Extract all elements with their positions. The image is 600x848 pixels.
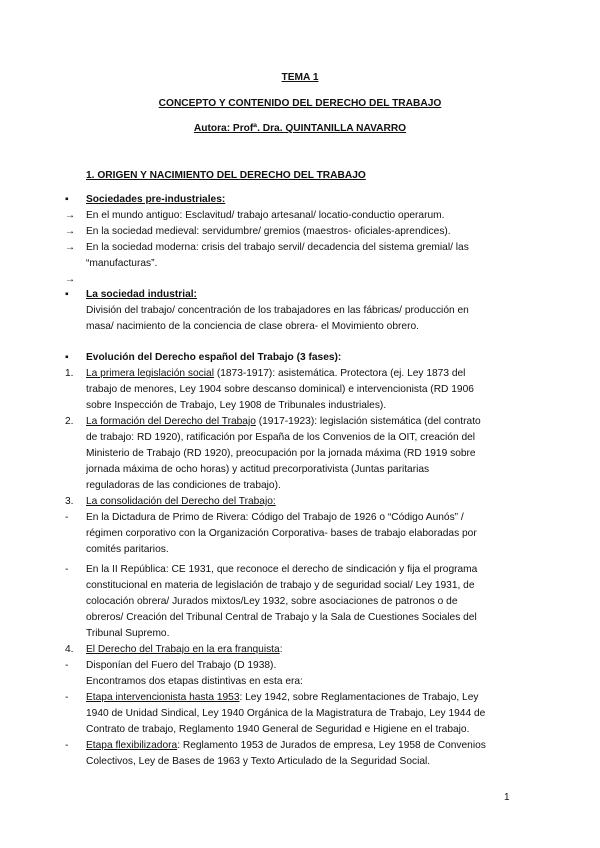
phase-text: : <box>279 644 283 655</box>
phase-title: El Derecho del Trabajo en la era franquista <box>86 644 280 655</box>
paragraph-line: 1940 de Unidad Sindical, Ley 1940 Orgánica de la Magistratura de Trabajo, Ley 1944 de <box>86 708 486 719</box>
phase-number: 3. <box>65 496 74 507</box>
phase-title: La formación del Derecho del Trabajo <box>86 416 256 427</box>
paragraph-line: régimen corporativo con la Organización Corporativa- bases de trabajo elaboradas por <box>86 528 477 539</box>
document-title: CONCEPTO Y CONTENIDO DEL DERECHO DEL TRABAJO <box>158 98 442 109</box>
paragraph-line: de trabajo: RD 1920), ratificación por España de los Convenios de la OIT, creación del <box>86 432 476 443</box>
arrow-icon: → <box>65 242 76 253</box>
list-item-text: Disponían del Fuero del Trabajo (D 1938). <box>86 660 277 671</box>
phase-4-row <box>65 642 515 658</box>
bullet-marker: ▪ <box>65 194 69 205</box>
list-item <box>65 658 515 674</box>
preindustrial-heading-row <box>65 192 515 208</box>
stage-text: : Ley 1942, sobre Reglamentaciones de Trabajo, Ley <box>239 692 479 703</box>
arrow-icon: → <box>65 210 76 221</box>
paragraph-line: Contrato de trabajo, Reglamento 1940 General de Seguridad e Higiene en el trabajo. <box>86 724 470 735</box>
phase-text: (1917-1923): legislación sistemática (del contrato <box>255 416 481 427</box>
industrial-heading: La sociedad industrial: <box>86 289 197 300</box>
paragraph-line: Colectivos, Ley de Bases de 1963 y Texto Articulado de la Seguridad Social. <box>86 756 431 767</box>
phase-1-row <box>65 366 515 382</box>
list-item <box>65 738 515 754</box>
stage-title: Etapa intervencionista hasta 1953 <box>86 692 240 703</box>
list-item-continuation: “manufacturas”. <box>86 258 158 269</box>
list-item <box>65 224 515 240</box>
tema-label: TEMA 1 <box>281 72 319 83</box>
author-line: Autora: Profª. Dra. QUINTANILLA NAVARRO <box>193 123 407 134</box>
paragraph-line: constitucional en materia de legislación de trabajo y de seguridad social/ Ley 1931, de <box>86 580 475 591</box>
list-item <box>65 208 515 224</box>
paragraph-line: obreros/ Creación del Tribunal Central de Trabajo y la Sala de Cuestiones Sociales del <box>86 612 477 623</box>
paragraph-line: reguladoras de las condiciones de trabajo). <box>86 480 281 491</box>
paragraph-line: comités paritarios. <box>86 544 169 555</box>
list-item <box>65 240 515 256</box>
page-number: 1 <box>504 792 510 803</box>
phase-number: 2. <box>65 416 74 427</box>
evolution-heading-row <box>65 350 515 366</box>
paragraph-line: sobre Inspección de Trabajo, Ley 1908 de Tribunales industriales). <box>86 400 387 411</box>
stage-title: Etapa flexibilizadora <box>86 740 178 751</box>
list-item-text: En la sociedad medieval: servidumbre/ gremios (maestros- oficiales-aprendices). <box>86 226 451 237</box>
bullet-marker: ▪ <box>65 289 69 300</box>
evolution-heading: Evolución del Derecho español del Trabajo (3 fases): <box>86 352 342 363</box>
list-item <box>65 510 515 526</box>
paragraph-line: jornada máxima de ocho horas) y actitud precorporativista (Juntas paritarias <box>86 464 430 475</box>
arrow-icon: → <box>65 274 76 285</box>
phase-title: La consolidación del Derecho del Trabajo: <box>86 496 276 507</box>
paragraph-line: trabajo de menores, Ley 1904 sobre descanso dominical) e intervencionista (RD 1906 <box>86 384 474 395</box>
paragraph-line: Ministerio de Trabajo (RD 1920), preocupación por la jornada máxima (RD 1919 sobre <box>86 448 476 459</box>
phase-text: (1873-1917): asistemática. Protectora (ej. Ley 1873 del <box>213 368 466 379</box>
paragraph-line: División del trabajo/ concentración de los trabajadores en las fábricas/ producción en <box>86 305 469 316</box>
phase-number: 1. <box>65 368 74 379</box>
dash-marker: - <box>65 512 69 523</box>
phase-number: 4. <box>65 644 74 655</box>
arrow-icon: → <box>65 226 76 237</box>
stage-text: : Reglamento 1953 de Jurados de empresa, Ley 1958 de Convenios <box>177 740 486 751</box>
section-heading: 1. ORIGEN Y NACIMIENTO DEL DERECHO DEL TRABAJO <box>86 170 366 181</box>
dash-marker: - <box>65 740 69 751</box>
dash-marker: - <box>65 660 69 671</box>
dash-marker: - <box>65 692 69 703</box>
paragraph-line: colocación obrera/ Jurados mixtos/Ley 1932, sobre asociaciones de patronos o de <box>86 596 458 607</box>
list-item <box>65 562 515 578</box>
industrial-heading-row <box>65 287 515 303</box>
paragraph-line: Tribunal Supremo. <box>86 628 170 639</box>
paragraph-line: masa/ nacimiento de la conciencia de clase obrera- el Movimiento obrero. <box>86 321 419 332</box>
dash-marker: - <box>65 564 69 575</box>
phase-2-row <box>65 414 515 430</box>
phase-3-row <box>65 494 515 510</box>
list-item-text: En el mundo antiguo: Esclavitud/ trabajo artesanal/ locatio-conductio operarum. <box>86 210 445 221</box>
list-item-text: En la sociedad moderna: crisis del trabajo servil/ decadencia del sistema gremial/ las <box>86 242 469 253</box>
list-item-text: En la II República: CE 1931, que reconoce el derecho de sindicación y fija el programa <box>86 564 478 575</box>
list-item <box>65 690 515 706</box>
preindustrial-heading: Sociedades pre-industriales: <box>86 194 226 205</box>
bullet-marker: ▪ <box>65 352 69 363</box>
list-item-text: En la Dictadura de Primo de Rivera: Código del Trabajo de 1926 o “Código Aunós” / <box>86 512 464 523</box>
paragraph-line: Encontramos dos etapas distintivas en esta era: <box>86 676 303 687</box>
phase-title: La primera legislación social <box>86 368 214 379</box>
